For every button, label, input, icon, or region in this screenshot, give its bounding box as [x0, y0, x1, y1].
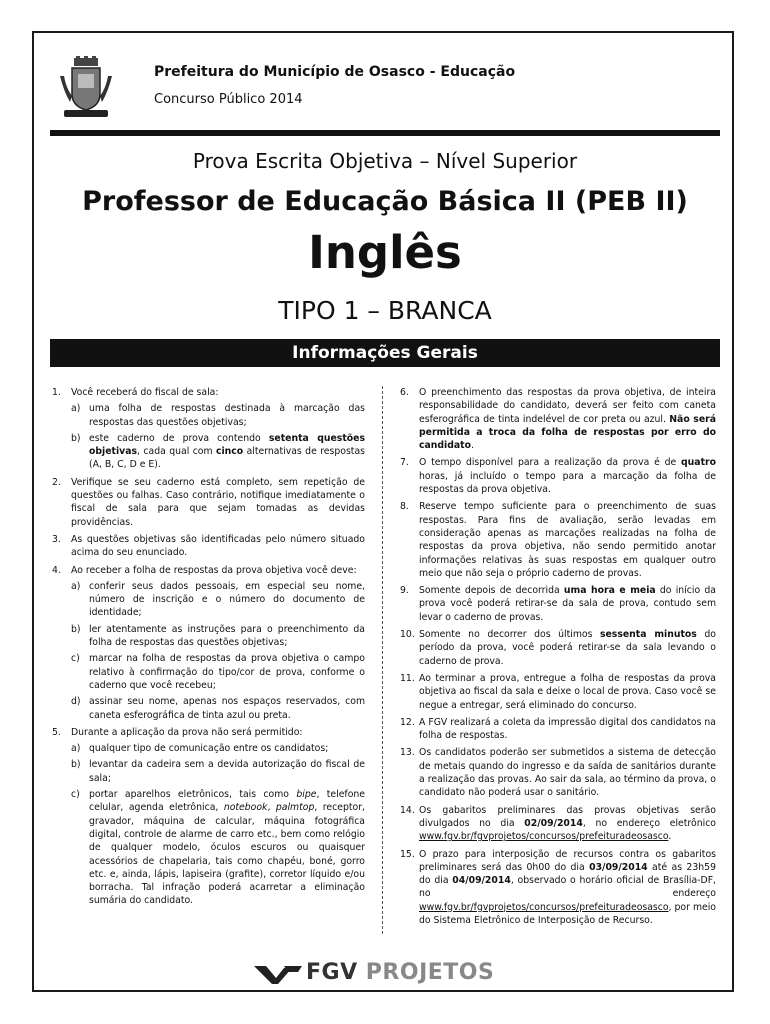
- osasco-coat-of-arms-icon: [56, 56, 116, 120]
- item-number: 5.: [52, 726, 61, 738]
- sub-item: [71, 695, 365, 722]
- instruction-item: [400, 584, 716, 624]
- instruction-item: [52, 533, 365, 560]
- sub-item: [71, 623, 365, 650]
- sub-item-letter: b): [71, 432, 81, 444]
- sub-item-text: levantar da cadeira sem a devida autorização do fiscal de sala;: [89, 759, 365, 784]
- instruction-item: [52, 726, 365, 908]
- instruction-item: [400, 386, 716, 452]
- item-number: 8.: [400, 501, 409, 513]
- item-text: O prazo para interposição de recursos contra os gabaritos preliminares será das 0h00 do dia: [419, 848, 716, 873]
- results-url-link[interactable]: www.fgv.br/fgvprojetos/concursos/prefeituradeosasco: [419, 831, 669, 843]
- bold-text: sessenta minutos: [599, 629, 697, 641]
- sub-item-text: assinar seu nome, apenas nos espaços reservados, com caneta esferográfica de tinta azul ou preta.: [89, 696, 365, 721]
- bold-text: 04/09/2014: [452, 875, 511, 887]
- footer-brand: [306, 960, 494, 985]
- instruction-item: [400, 672, 716, 712]
- item-number: 7.: [400, 457, 409, 469]
- sub-item-letter: a): [71, 403, 81, 415]
- brand-projetos: PROJETOS: [365, 960, 495, 985]
- instructions-left-column: [52, 386, 365, 912]
- sub-item: [71, 652, 365, 692]
- column-divider: [382, 386, 383, 934]
- instructions-right-column: [400, 386, 716, 931]
- item-number: 9.: [400, 585, 409, 597]
- item-text: até as 23h59 do dia: [419, 861, 716, 887]
- item-number: 4.: [52, 564, 61, 576]
- sub-item-letter: b): [71, 759, 81, 771]
- sub-item-letter: a): [71, 743, 81, 755]
- item-number: 12.: [400, 716, 415, 728]
- bold-text: 03/09/2014: [589, 861, 648, 873]
- sub-item-text: ,: [267, 802, 276, 814]
- sub-item-letter: c): [71, 653, 80, 665]
- fgv-chevron-icon: [254, 964, 302, 984]
- exam-title: Professor de Educação Básica II (PEB II): [82, 186, 688, 217]
- sub-item: [71, 402, 365, 429]
- italic-text: bipe: [296, 789, 317, 801]
- item-number: 10.: [400, 629, 415, 641]
- item-text: O preenchimento das respostas da prova objetiva, de inteira responsabilidade do candidato, deverá ser feito com caneta esferográfica de tinta indelével de cor preta ou azul.: [419, 387, 716, 425]
- sub-item-text: qualquer tipo de comunicação entre os candidatos;: [89, 743, 329, 755]
- sub-item: [71, 758, 365, 785]
- sub-item-letter: d): [71, 696, 81, 708]
- sub-item: [71, 580, 365, 620]
- item-number: 1.: [52, 387, 61, 398]
- item-number: 2.: [52, 476, 61, 488]
- sub-item-text: ler atentamente as instruções para o preenchimento da folha de respostas das questões objetivas;: [89, 623, 365, 649]
- appeals-url-link[interactable]: www.fgv.br/fgvprojetos/concursos/prefeituradeosasco: [419, 901, 669, 913]
- sub-item-letter: a): [71, 580, 81, 592]
- item-text: Reserve tempo suficiente para o preenchimento de suas respostas. Para fins de avaliação, serão levadas em consideração apenas as marcações realizadas na folha de respostas da prova objetiva, não sendo permitido anotar informações relativas às suas respostas em qualquer outro meio que não seja o próprio caderno de provas.: [419, 501, 716, 579]
- item-text: Verifique se seu caderno está completo, sem repetição de questões ou falhas. Caso contrário, notifique imediatamente o fiscal de sala para que sejam tomadas as devidas providências.: [71, 476, 365, 528]
- item-text: .: [471, 440, 474, 452]
- instruction-item: [52, 564, 365, 722]
- sub-item-text: , receptor, gravador, máquina de calcular, máquina fotográfica digital, controle de alarme de carro etc., bem como relógio de qualquer modelo, óculos escuros ou quaisquer acessórios de chapelaria, tais como chapéu, boné, gorro etc. e, ainda, lápis, lapiseira (grafite), corretor líquido e/ou borracha. Tal infração poderá acarretar a eliminação sumária do candidato.: [89, 802, 365, 907]
- item-text: Os gabaritos preliminares das provas objetivas serão divulgados no dia: [419, 804, 716, 829]
- item-text: O tempo disponível para a realização da prova é de: [419, 457, 682, 469]
- item-text: horas, já incluído o tempo para a marcação da folha de respostas da prova objetiva.: [419, 470, 716, 496]
- exam-version: TIPO 1 – BRANCA: [278, 296, 492, 325]
- italic-text: palmtop: [275, 802, 315, 814]
- instruction-item: [400, 456, 716, 496]
- bold-text: cinco: [215, 446, 244, 458]
- bold-text: setenta questões objetivas: [89, 432, 365, 458]
- instruction-item: [400, 746, 716, 799]
- instruction-item: [400, 716, 716, 743]
- section-title: Informações Gerais: [50, 339, 720, 367]
- sub-item-text: este caderno de prova contendo: [89, 432, 269, 444]
- header: [50, 52, 710, 122]
- item-number: 14.: [400, 804, 415, 816]
- item-number: 6.: [400, 387, 409, 398]
- item-number: 13.: [400, 747, 415, 759]
- instruction-item: [400, 500, 716, 580]
- sub-item-text: alternativas de respostas (A, B, C, D e E).: [89, 446, 365, 471]
- item-text: As questões objetivas são identificadas pelo número situado acima do seu enunciado.: [71, 533, 365, 559]
- item-text: Ao terminar a prova, entregue a folha de respostas da prova objetiva ao fiscal da sala e deixe o local de prova. Caso você se negue a entregar, será eliminado do concurso.: [419, 672, 716, 711]
- item-text: Somente depois de decorrida: [419, 585, 564, 597]
- header-divider: [50, 130, 720, 136]
- sub-item: [71, 432, 365, 472]
- instruction-item: [52, 386, 365, 472]
- sub-item-text: , cada qual com: [137, 446, 216, 458]
- bold-text: 02/09/2014: [524, 817, 583, 829]
- item-text: do início da prova você poderá retirar-se da sala de prova, contudo sem levar o caderno de provas.: [419, 585, 716, 623]
- item-text: Ao receber a folha de respostas da prova objetiva você deve:: [71, 564, 357, 576]
- organization-name: Prefeitura do Município de Osasco - Educação: [154, 64, 516, 80]
- sub-item-text: conferir seus dados pessoais, em especial seu nome, número de inscrição e o número do documento de identidade;: [89, 580, 365, 619]
- sub-item-text: uma folha de respostas destinada à marcação das respostas das questões objetivas;: [89, 403, 365, 428]
- item-number: 3.: [52, 533, 61, 545]
- bold-text: uma hora e meia: [563, 585, 656, 597]
- instruction-item: [400, 628, 716, 668]
- item-text: Você receberá do fiscal de sala:: [71, 387, 219, 398]
- instruction-item: [400, 848, 716, 928]
- instruction-item: [52, 476, 365, 529]
- instruction-item: [400, 804, 716, 844]
- italic-text: notebook: [223, 802, 268, 814]
- sub-item-text: portar aparelhos eletrônicos, tais como: [89, 789, 297, 801]
- sub-item-letter: b): [71, 623, 81, 635]
- sub-item-text: marcar na folha de respostas da prova objetiva o campo relativo à confirmação do tipo/cor de prova, conforme o caderno que você recebeu;: [89, 653, 365, 691]
- contest-name: Concurso Público 2014: [154, 92, 303, 107]
- item-text: Somente no decorrer dos últimos: [419, 629, 600, 641]
- fgv-projetos-logo: [254, 960, 516, 988]
- item-text: .: [668, 831, 672, 843]
- item-text: , no endereço eletrônico: [582, 817, 716, 829]
- exam-subject: Inglês: [308, 226, 462, 279]
- bold-text: Não será permitida a troca da folha de respostas por erro do candidato: [419, 413, 716, 452]
- sub-item-text: , telefone celular, agenda eletrônica,: [89, 789, 366, 814]
- exam-type: Prova Escrita Objetiva – Nível Superior: [192, 149, 578, 173]
- bold-text: quatro: [681, 457, 716, 469]
- item-text: , por meio do Sistema Eletrônico de Interposição de Recurso.: [419, 901, 716, 926]
- item-text: , observado o horário oficial de Brasília-DF, no endereço: [419, 875, 716, 900]
- sub-item: [71, 742, 365, 755]
- item-text: Os candidatos poderão ser submetidos a sistema de detecção de metais quando do ingresso e da saída de sanitários durante a realização das provas. Ao sair da sala, ao término da prova, o candidato não poderá usar o sanitário.: [419, 747, 716, 799]
- item-number: 15.: [400, 848, 415, 860]
- item-number: 11.: [400, 672, 415, 684]
- sub-item-letter: c): [71, 789, 80, 801]
- brand-fgv: FGV: [306, 960, 358, 985]
- item-text: Durante a aplicação da prova não será permitido:: [71, 726, 303, 738]
- item-text: A FGV realizará a coleta da impressão digital dos candidatos na folha de respostas.: [419, 716, 716, 742]
- item-text: do período da prova, você poderá retirar-se da sala levando o caderno de prova.: [419, 629, 716, 667]
- sub-item: [71, 788, 365, 908]
